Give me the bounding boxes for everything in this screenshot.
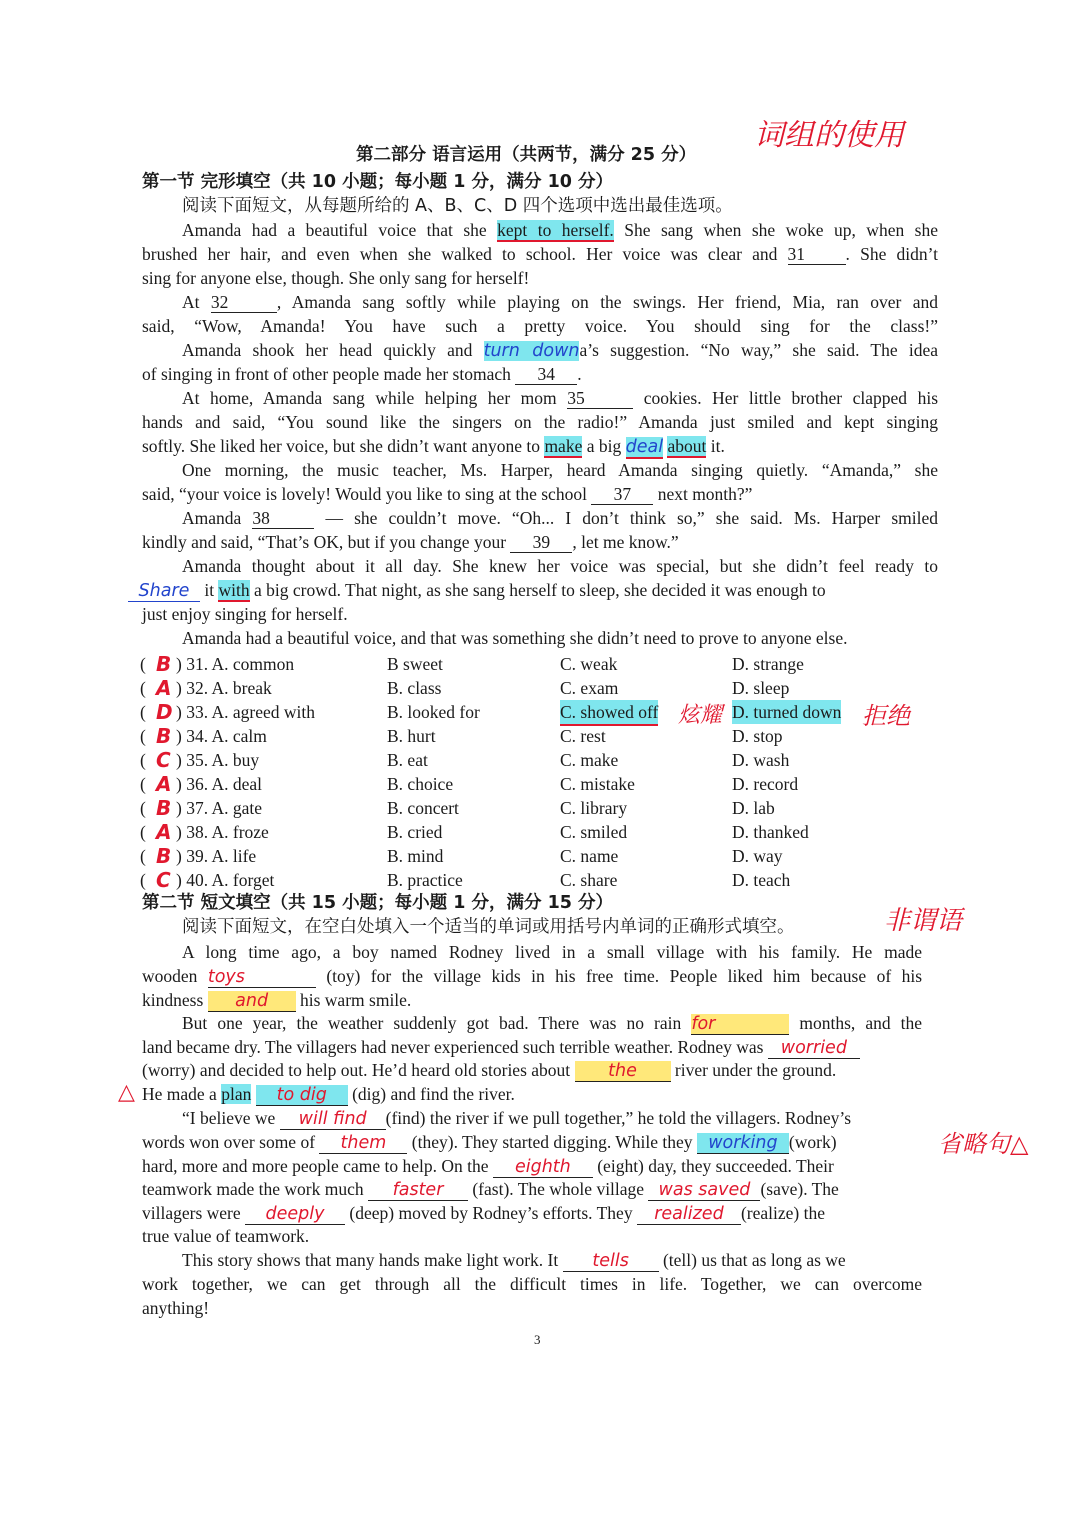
blank-38: 38	[252, 508, 314, 529]
answer-mark: B	[156, 844, 172, 868]
answer-mark: A	[156, 676, 172, 700]
passage-b-line: words won over some of them (they). They started digging. While they working (work)	[142, 1132, 837, 1153]
answer-and: and	[208, 991, 296, 1012]
passage-b-line: villagers were deeply (deep) moved by Rodney’s efforts. They realized (realize) the	[142, 1203, 825, 1224]
passage4-line: At home, Amanda sang while helping her mom 35 cookies. Her little brother clapped his	[182, 388, 939, 408]
blank-31: 31	[788, 244, 846, 265]
passage1-line: brushed her hair, and even when she walked to school. Her voice was clear and 31 . She didn’t	[142, 244, 938, 264]
answer-mark: B	[156, 724, 172, 748]
answer-worried: worried	[768, 1038, 860, 1059]
answer-them: them	[319, 1133, 407, 1154]
blank-34: 34	[515, 364, 577, 385]
section1-title: 第一节 完形填空（共 10 小题；每小题 1 分，满分 10 分）	[142, 172, 614, 192]
highlight-kept-to-herself: kept to herself.	[497, 220, 614, 240]
passage-b-line: work together, we can get through all the difficult times in life. Together, we can overcome	[142, 1274, 922, 1294]
passage-b-line: hard, more and more people came to help. On the eighth (eight) day, they succeeded. Their	[142, 1156, 834, 1177]
highlight-about: about	[667, 436, 707, 456]
handwritten-note-omission: 省略句△	[938, 1130, 1029, 1158]
blank-35: 35	[567, 388, 633, 409]
part-title: 第二部分 语言运用（共两节，满分 25 分）	[356, 145, 697, 165]
handwritten-answer-36: deal	[625, 437, 664, 457]
blank-37: 37	[591, 484, 653, 505]
blank-39: 39	[510, 532, 572, 553]
page-number: 3	[534, 1332, 541, 1347]
highlight-turned-down: D. turned down	[732, 702, 842, 722]
passage-b-line: He made a plan to dig (dig) and find the river.	[142, 1084, 515, 1105]
answer-tells: tells	[563, 1251, 659, 1272]
passage-b-line: teamwork made the work much faster (fast). The whole village was saved (save). The	[142, 1179, 839, 1200]
answer-was-saved: was saved	[648, 1180, 760, 1201]
highlight-with: with	[218, 580, 250, 600]
answer-deeply: deeply	[245, 1204, 345, 1225]
triangle-mark: △	[118, 1080, 135, 1105]
passage-b-line: anything!	[142, 1298, 210, 1318]
section2-title: 第二节 短文填空（共 15 小题；每小题 1 分，满分 15 分）	[142, 893, 614, 913]
passage6-line: kindly and said, “That’s OK, but if you change your 39 , let me know.”	[142, 532, 679, 552]
passage1-line: Amanda had a beautiful voice that she kept to herself. She sang when she woke up, when she	[182, 220, 938, 240]
section1-instruction: 阅读下面短文，从每题所给的 A、B、C、D 四个选项中选出最佳选项。	[182, 196, 733, 216]
answer-working: working	[697, 1133, 789, 1154]
passage5-line: said, “your voice is lovely! Would you like to sing at the school 37 next month?”	[142, 484, 753, 504]
handwritten-answer-33: turn down	[483, 341, 580, 361]
passage-b-line: land became dry. The villagers had never experienced such terrible weather. Rodney was worried	[142, 1035, 938, 1059]
answer-eighth: eighth	[493, 1157, 593, 1178]
answer-faster: faster	[368, 1180, 468, 1201]
passage-b-line: wooden toys (toy) for the village kids in his free time. People liked him because of his	[142, 966, 923, 987]
passage-b-line: true value of teamwork.	[142, 1226, 310, 1246]
passage7-line: just enjoy singing for herself.	[142, 604, 348, 624]
answer-mark: A	[156, 820, 172, 844]
passage3-line: Amanda shook her head quickly and turn downa’s suggestion. “No way,” she said. The idea	[182, 340, 938, 361]
answer-mark: C	[156, 868, 171, 892]
passage-b-line: But one year, the weather suddenly got bad. There was no rain for months, and the	[182, 1013, 923, 1034]
answer-mark: C	[156, 748, 171, 772]
passage6-line: Amanda 38 — she couldn’t move. “Oh... I don’t think so,” she said. Ms. Harper smiled	[182, 508, 939, 528]
passage-b-line: (worry) and decided to help out. He’d heard old stories about the river under the ground.	[142, 1060, 837, 1081]
highlight-make: make	[544, 436, 583, 456]
passage8-line: Amanda had a beautiful voice, and that was something she didn’t need to prove to anyone else.	[182, 628, 848, 648]
highlight-showed-off: C. showed off	[560, 700, 658, 726]
passage7-line: Amanda thought about it all day. She knew her voice was special, but she didn’t feel ready to	[182, 556, 938, 576]
passage4-line: hands and said, “You sound like the singers on the radio!” Amanda just smiled and kept singing	[142, 412, 938, 432]
answer-realized: realized	[637, 1204, 741, 1225]
answer-for: for	[691, 1014, 789, 1035]
passage-b-line: A long time ago, a boy named Rodney lived in a small village with his family. He made	[182, 942, 922, 962]
answer-to-dig: to dig	[256, 1085, 348, 1106]
passage-b-line: This story shows that many hands make light work. It tells (tell) us that as long as we	[182, 1250, 846, 1271]
passage1-line: sing for anyone else, though. She only sang for herself!	[142, 268, 530, 288]
answer-mark: B	[156, 652, 172, 676]
answer-toys: toys	[208, 967, 316, 988]
passage2-line: At 32 , Amanda sang softly while playing on the swings. Her friend, Mia, ran over and	[182, 292, 939, 312]
passage4-line: softly. She liked her voice, but she didn’t want anyone to make a big deal about it.	[142, 436, 725, 457]
passage-b-line: kindness and his warm smile.	[142, 990, 412, 1011]
answer-mark: D	[156, 700, 173, 724]
answer-the: the	[575, 1061, 671, 1082]
passage2-line: said, “Wow, Amanda! You have such a pretty voice. You should sing for the class!”	[142, 316, 938, 336]
passage-b-line: “I believe we will find (find) the river if we pull together,” he told the villagers. Rodney’s	[182, 1108, 852, 1129]
highlight-plan: plan	[221, 1084, 252, 1104]
passage3-line: of singing in front of other people made her stomach 34 .	[142, 364, 582, 384]
handwritten-answer-40: Share	[128, 581, 200, 602]
passage5-line: One morning, the music teacher, Ms. Harper, heard Amanda singing quietly. “Amanda,” she	[182, 460, 938, 480]
handwritten-note-phrases: 词组的使用	[754, 118, 904, 153]
handwritten-note-predicate: 非谓语	[884, 906, 963, 936]
exam-page: 第二部分 语言运用（共两节，满分 25 分） 词组的使用 第一节 完形填空（共 10 小题；每小题 1 分，满分 10 分） 阅读下面短文，从每题所给的 A、B、C、D 四个选项中选出最佳选项。 Amanda had a beautiful voice that she kept to herself. She sang when she woke up, when she brushed her hair, and even when she walked to school. Her voice was clear and 31 . She didn’t sing for anyone else, though. She only sang for herself! At 32 , Amanda sang softly while playing on the swings. Her friend, Mia, ran over and said, “Wow, Amanda! You have such a pretty voice. You should sing for the class!” Amanda shook her head quickly and turn downa’s suggestion. “No way,” she said. The idea of singing in front of other people made her stomach 34 . At home, Amanda sang while helping her mom 35 cookies. Her little brother clapped his hands and said, “You sound like the singers on the radio!” Amanda just smiled and kept singing softly. She liked her voice, but she didn’t want anyone to make a big deal about it. One morning, the music teacher, Ms. Harper, heard Amanda singing quietly. “Amanda,” she said, “your voice is lovely! Would you like to sing at the school 37 next month?” Amanda 38 — she couldn’t move. “Oh... I don’t think so,” she said. Ms. Harper smiled kindly and said, “That’s OK, but if you change your 39 , let me know.” Amanda thought about it all day. She knew her voice was special, but she didn’t feel ready to Share it with a big crowd. That night, as she sang herself to sleep, she decided it was enough to just enjoy singing for herself. Amanda had a beautiful voice, and that was something she didn’t need to prove to anyone else. ( B ) 31. A. common B sweet C. weak D. strange ( A ) 32. A. break B. class C. exam D. sleep ( D ) 33. A. agreed with B. looked for C. showed off D. turned down 炫耀 拒绝 ( B ) 34. A. calm B. hurt C. rest D. stop ( C ) 35. A. buy B. eat C. make D. wash ( A ) 36. A. deal B. choice C. mistake D. record ( B ) 37. A. gate B. concert C. library D. lab ( A ) 38. A. froze B. cried C. smiled D. thanked ( B ) 39. A. life B. mind C. name D. way ( C ) 40. A. forget B. practice C. share D. teach 第二节 短文填空（共 15 小题；每小题 1 分，满分 15 分） 阅读下面短文，在空白处填入一个适当的单词或用括号内单词的正确形式填空。 非谓语 A long time ago, a boy named Rodney lived in a small village with his family. He made wooden toys (toy) for the village kids in his free time. People liked him because of his kindness and his warm smile. But one year, the weather suddenly got bad. There was no rain for months, and the land became dry. The villagers had never experienced such terrible weather. Rodney was worried (worry) and decided to help out. He’d heard old stories about the river under the ground. △ He made a plan to dig (dig) and find the river. “I believe we will find (find) the river if we pull together,” he told the villagers. Rodney’s words won over some of them (they). They started digging. While they working (work) 省略句△ hard, more and more people came to help. On the eighth (eight) day, they succeeded. Their teamwork made the work much faster (fast). The whole village was saved (save). The villagers were deeply (deep) moved by Rodney’s efforts. They realized (realize) the true value of teamwork. This story shows that many hands make light work. It tells (tell) us that as long as we work together, we can get through all the difficult times in life. Together, we can overcome anything! 3	[0, 0, 1080, 1526]
passage7-line: Share it with a big crowd. That night, as she sang herself to sleep, she decided it was enough to	[128, 578, 936, 602]
answer-mark: B	[156, 796, 172, 820]
blank-32: 32	[211, 292, 277, 313]
answer-will-find: will find	[280, 1109, 386, 1130]
handwritten-note-showoff: 炫耀	[678, 703, 723, 728]
answer-mark: A	[156, 772, 172, 796]
section2-instruction: 阅读下面短文，在空白处填入一个适当的单词或用括号内单词的正确形式填空。	[182, 917, 795, 937]
handwritten-note-refuse: 拒绝	[862, 702, 910, 730]
